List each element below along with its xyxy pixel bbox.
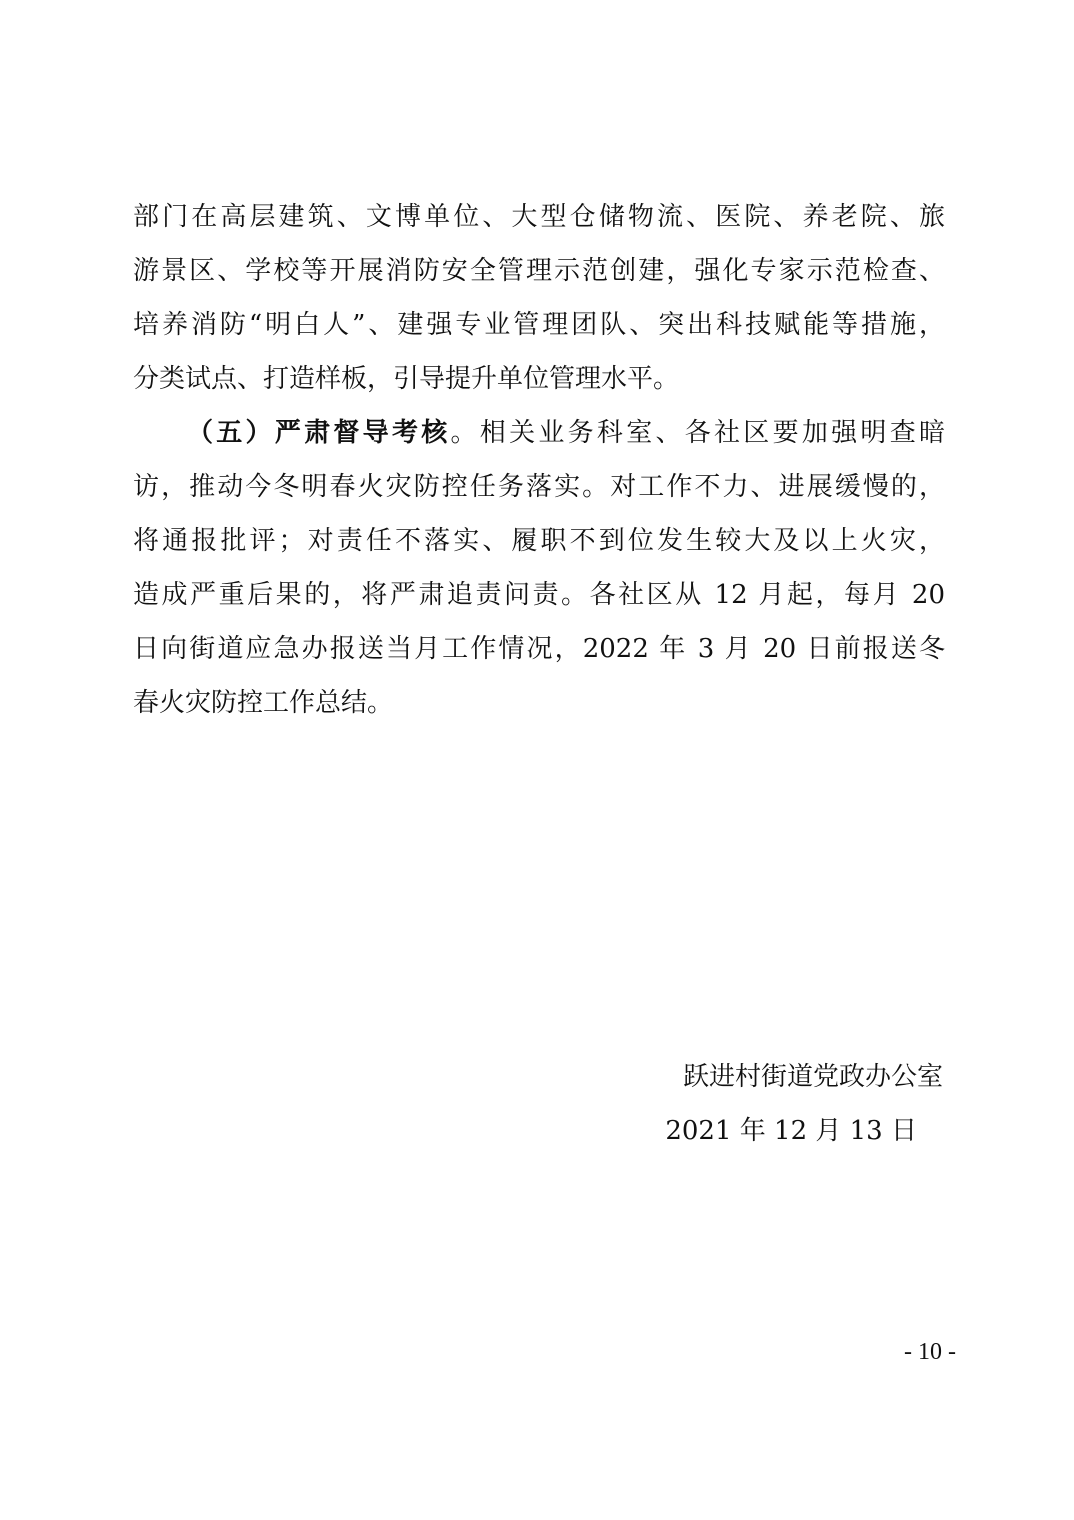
signature-organization: 跃进村街道党政办公室 <box>682 1062 943 1092</box>
paragraph-2-line-6: 春火灾防控工作总结。 <box>133 688 394 718</box>
paragraph-2-line-5: 日向街道应急办报送当月工作情况，2022 年 3 月 20 日前报送冬 <box>133 634 945 664</box>
paragraph-1-line-4: 分类试点、打造样板，引导提升单位管理水平。 <box>133 364 680 394</box>
paragraph-2-line-1-text: 。相关业务科室、各社区要加强明查暗 <box>450 418 945 448</box>
paragraph-1-line-3: 培养消防“明白人”、建强专业管理团队、突出科技赋能等措施， <box>133 310 945 340</box>
page-number: - 10 - <box>904 1339 956 1365</box>
paragraph-1-line-2: 游景区、学校等开展消防安全管理示范创建，强化专家示范检查、 <box>133 256 945 286</box>
paragraph-2-line-3: 将通报批评；对责任不落实、履职不到位发生较大及以上火灾， <box>133 526 945 556</box>
paragraph-2-line-4: 造成严重后果的，将严肃追责问责。各社区从 12 月起，每月 20 <box>133 580 945 610</box>
signature-block <box>665 1050 943 1158</box>
signature-date: 2021 年 12 月 13 日 <box>665 1116 917 1146</box>
paragraph-1-line-1: 部门在高层建筑、文博单位、大型仓储物流、医院、养老院、旅 <box>133 202 945 232</box>
paragraph-2-line-2: 访，推动今冬明春火灾防控任务落实。对工作不力、进展缓慢的， <box>133 472 945 502</box>
section-heading: （五）严肃督导考核 <box>187 418 451 448</box>
document-body <box>133 190 945 730</box>
paragraph-2-line-1 <box>133 406 945 460</box>
